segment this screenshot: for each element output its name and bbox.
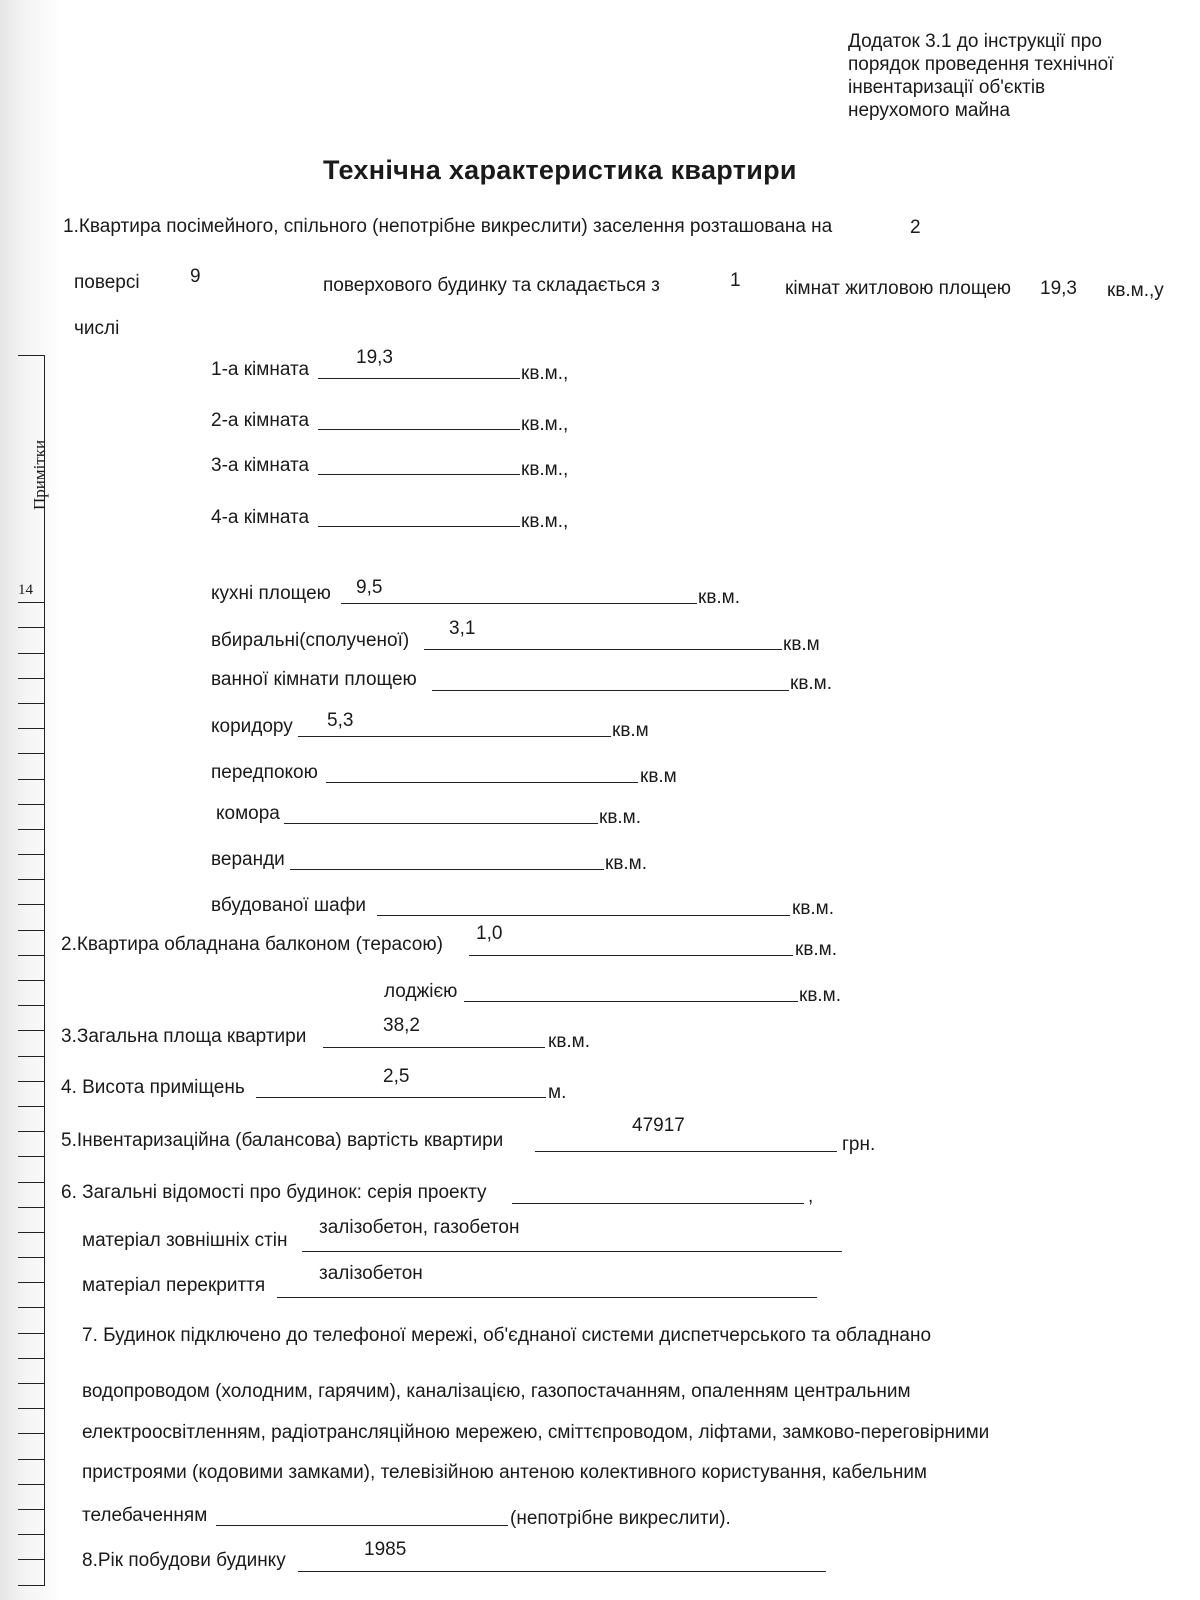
series-label: 6. Загальні відомості про будинок: серія проекту xyxy=(61,1182,487,1203)
room-1-unit: кв.м., xyxy=(521,363,569,384)
kitchen-value: 9,5 xyxy=(356,577,383,598)
total-area-label: 3.Загальна площа квартири xyxy=(61,1026,307,1047)
section1-intro: 1.Квартира посімейного, спільного (непотрібне викреслити) заселення розташована на xyxy=(63,216,833,237)
notes-label: Примітки xyxy=(30,439,49,510)
appendix-line: інвентаризації об'єктів xyxy=(848,77,1046,98)
height-unit: м. xyxy=(548,1082,567,1103)
kitchen-unit: кв.м. xyxy=(698,587,741,608)
floors-material-value: залізобетон xyxy=(319,1263,423,1284)
kitchen-label: кухні площею xyxy=(211,583,331,604)
margin-number: 14 xyxy=(18,582,33,598)
storage-line xyxy=(284,823,598,824)
veranda-line xyxy=(290,869,604,870)
corridor-unit: кв.м xyxy=(612,720,649,741)
including-label: числі xyxy=(74,318,120,339)
corridor-value: 5,3 xyxy=(327,710,354,731)
balcony-label: 2.Квартира обладнана балконом (терасою) xyxy=(61,934,443,955)
living-label: кімнат житловою площею xyxy=(785,278,1012,299)
floors-material-line xyxy=(277,1297,817,1298)
hallway-line xyxy=(326,782,638,783)
rooms-value: 1 xyxy=(730,270,741,291)
cable-tv-label: телебаченням xyxy=(82,1505,208,1526)
appendix-note xyxy=(848,30,1114,122)
utilities-line4: пристроями (кодовими замками), телевізійною антеною колективного користування, кабельним xyxy=(82,1462,927,1483)
room-4-label: 4-а кімната xyxy=(211,507,310,528)
veranda-unit: кв.м. xyxy=(605,853,648,874)
kitchen-line xyxy=(341,603,697,604)
height-line xyxy=(256,1097,546,1098)
room-3-label: 3-а кімната xyxy=(211,455,310,476)
bathroom-label: ванної кімнати площею xyxy=(211,669,417,690)
floors-material-label: матеріал перекриття xyxy=(82,1275,266,1296)
toilet-value: 3,1 xyxy=(449,618,476,639)
bathroom-unit: кв.м. xyxy=(790,673,833,694)
value-unit: грн. xyxy=(842,1134,876,1155)
series-comma: , xyxy=(808,1186,814,1207)
hallway-label: передпокою xyxy=(211,762,318,783)
corridor-line xyxy=(298,736,611,737)
room-1-line xyxy=(318,378,520,379)
room-2-unit: кв.м., xyxy=(521,414,569,435)
appendix-line: порядок проведення технічної xyxy=(848,54,1114,75)
margin-cells xyxy=(18,578,45,1586)
walls-value: залізобетон, газобетон xyxy=(319,1217,520,1238)
room-2-line xyxy=(318,429,520,430)
appendix-line: нерухомого майна xyxy=(848,100,1011,121)
total-area-line xyxy=(323,1047,545,1048)
wardrobe-label: вбудованої шафи xyxy=(211,895,366,916)
page-title: Технічна характеристика квартири xyxy=(323,155,797,185)
appendix-line: Додаток 3.1 до інструкції про xyxy=(848,31,1102,52)
storage-unit: кв.м. xyxy=(599,807,642,828)
balcony-unit: кв.м. xyxy=(795,939,838,960)
room-2-label: 2-а кімната xyxy=(211,410,310,431)
room-1-label: 1-а кімната xyxy=(211,359,310,380)
room-3-line xyxy=(318,474,520,475)
strike-note: (непотрібне викреслити). xyxy=(510,1508,731,1529)
wardrobe-unit: кв.м. xyxy=(792,898,835,919)
total-area-unit: кв.м. xyxy=(548,1031,591,1052)
storeys-label: поверхового будинку та складається з xyxy=(323,275,660,296)
living-unit: кв.м.,у xyxy=(1107,280,1164,301)
total-area-value: 38,2 xyxy=(383,1015,420,1036)
series-line xyxy=(512,1203,804,1204)
bathroom-line xyxy=(432,690,789,691)
build-year-value: 1985 xyxy=(364,1539,407,1560)
living-value: 19,3 xyxy=(1040,278,1077,299)
walls-label: матеріал зовнішніх стін xyxy=(82,1230,288,1251)
storage-label: комора xyxy=(216,803,280,824)
corridor-label: коридору xyxy=(211,716,293,737)
utilities-line3: електроосвітленням, радіотрансляційною мережею, сміттєпроводом, ліфтами, замково-переговірними xyxy=(82,1422,990,1443)
build-year-label: 8.Рік побудови будинку xyxy=(82,1550,286,1571)
floor-value: 2 xyxy=(910,217,921,238)
cable-tv-line xyxy=(216,1525,508,1526)
value-line xyxy=(535,1151,837,1152)
room-3-unit: кв.м., xyxy=(521,459,569,480)
veranda-label: веранди xyxy=(211,849,285,870)
utilities-line2: водопроводом (холодним, гарячим), каналізацією, газопостачанням, опаленням центральним xyxy=(82,1381,911,1402)
storeys-value: 9 xyxy=(190,266,201,287)
toilet-label: вбиральні(сполученої) xyxy=(211,630,410,651)
room-4-line xyxy=(318,526,520,527)
balcony-line xyxy=(469,955,793,956)
floor-label: поверсі xyxy=(74,272,140,293)
loggia-label: лоджією xyxy=(384,981,458,1002)
room-1-value: 19,3 xyxy=(356,347,393,368)
height-label: 4. Висота приміщень xyxy=(61,1077,245,1098)
balcony-value: 1,0 xyxy=(476,923,503,944)
hallway-unit: кв.м xyxy=(640,766,677,787)
value-label: 5.Інвентаризаційна (балансова) вартість квартири xyxy=(61,1130,504,1151)
value-amount: 47917 xyxy=(632,1115,685,1136)
toilet-unit: кв.м xyxy=(783,634,820,655)
walls-line xyxy=(302,1251,842,1252)
loggia-line xyxy=(464,1001,798,1002)
loggia-unit: кв.м. xyxy=(799,985,842,1006)
utilities-line1: 7. Будинок підключено до телефоної мережі, об'єднаної системи диспетчерського та обладнано xyxy=(82,1325,932,1346)
toilet-line xyxy=(424,649,782,650)
height-value: 2,5 xyxy=(383,1066,410,1087)
wardrobe-line xyxy=(377,915,790,916)
build-year-line xyxy=(298,1571,826,1572)
room-4-unit: кв.м., xyxy=(521,511,569,532)
